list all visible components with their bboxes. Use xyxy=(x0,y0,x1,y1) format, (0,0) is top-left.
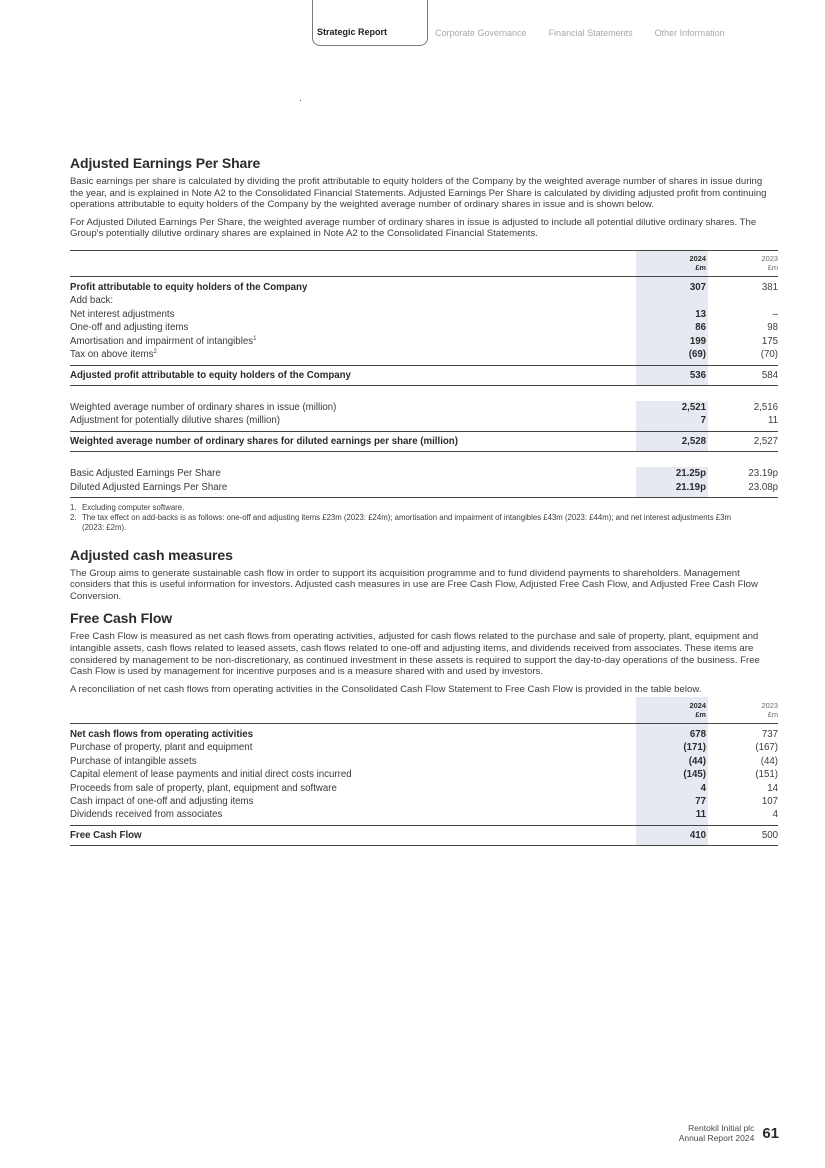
table-row: Diluted Adjusted Earnings Per Share 21.19p 23.08p xyxy=(70,481,778,498)
eps-footnotes xyxy=(70,503,778,532)
table-row: Purchase of intangible assets (44) (44) xyxy=(70,755,778,767)
page-number: 61 xyxy=(762,1124,779,1142)
page-footer xyxy=(679,1123,779,1143)
eps-paragraph-2: For Adjusted Diluted Earnings Per Share, the weighted average number of ordinary shares in issue is adjusted to include all potential dilutive ordinary shares. The Group's potentially dilutive ordinary shares are explained in Note A2 to the Consolidated Financial Statements. xyxy=(70,216,757,240)
company-name: Rentokil Initial plc xyxy=(688,1123,755,1133)
eps-table xyxy=(70,250,778,498)
col-2023-header: 2023 £m xyxy=(708,250,778,276)
table-row: Weighted average number of ordinary shares in issue (million) 2,521 2,516 xyxy=(70,402,778,413)
table-header xyxy=(70,697,778,723)
fcf-table xyxy=(70,697,778,845)
table-row: Cash impact of one-off and adjusting items 77 107 xyxy=(70,795,778,807)
tab-strategic-report[interactable]: Strategic Report xyxy=(312,0,428,46)
table-row: Proceeds from sale of property, plant, equipment and software 4 14 xyxy=(70,782,778,794)
table-row: Net cash flows from operating activities 678 737 xyxy=(70,723,778,741)
table-row: Amortisation and impairment of intangibles$^1$ 199 175 xyxy=(70,335,778,347)
page-content xyxy=(70,155,778,846)
footer-text xyxy=(679,1123,755,1143)
fcf-paragraph-1: Free Cash Flow is measured as net cash flows from operating activities, adjusted for cash flows related to the purchase and sale of property, plant, equipment and intangible assets, cash flows related to leased assets, cash flows related to one-off and adjusting items, and dividends received from associates. These items are considered by management to be non-discretionary, as continued investment in these assets is required to support the day-to-day operations of the business. Free Cash Flow is used by management for incentive purposes and is a measure shared with and used by investors. xyxy=(70,631,760,678)
table-header xyxy=(70,250,778,276)
table-row: Basic Adjusted Earnings Per Share 21.25p 23.19p xyxy=(70,468,778,480)
table-row: Add back: xyxy=(70,294,778,307)
cash-heading: Adjusted cash measures xyxy=(70,546,233,563)
tab-financial-statements[interactable]: Financial Statements xyxy=(548,28,633,38)
col-2023-header: 2023 £m xyxy=(708,697,778,723)
report-name: Annual Report 2024 xyxy=(678,1133,755,1143)
stray-mark xyxy=(300,100,301,101)
table-row: Adjustment for potentially dilutive shares (million) 7 11 xyxy=(70,414,778,431)
table-row: Net interest adjustments 13 – xyxy=(70,308,778,320)
table-row: Profit attributable to equity holders of the Company 307 381 xyxy=(70,276,778,294)
table-total-row: Weighted average number of ordinary shares for diluted earnings per share (million) 2,528 2,527 xyxy=(70,431,778,451)
table-row: Dividends received from associates 11 4 xyxy=(70,808,778,825)
tab-other-information[interactable]: Other Information xyxy=(654,28,725,38)
table-total-row: Adjusted profit attributable to equity holders of the Company 536 584 xyxy=(70,365,778,385)
col-2024-header: 2024 £m xyxy=(636,250,708,276)
fcf-paragraph-2: A reconciliation of net cash flows from operating activities in the Consolidated Cash Flow Statement to Free Cash Flow is provided in the table below. xyxy=(70,683,702,695)
tab-corporate-governance[interactable]: Corporate Governance xyxy=(435,28,527,38)
eps-heading: Adjusted Earnings Per Share xyxy=(70,155,261,171)
fcf-heading: Free Cash Flow xyxy=(70,610,173,627)
table-total-row: Free Cash Flow 410 500 xyxy=(70,825,778,845)
footnote: 2. The tax effect on add-backs is as follows: one-off and adjusting items £23m (2023: £24m); amortisation and impairment of intangibles £43m (2023: £44m); and net interest adjustments £3m (2023: £2m). xyxy=(70,513,731,532)
table-row: Purchase of property, plant and equipment (171) (167) xyxy=(70,742,778,754)
table-row: Capital element of lease payments and initial direct costs incurred (145) (151) xyxy=(70,769,778,781)
section-nav xyxy=(312,0,736,46)
footnote: 1. Excluding computer software. xyxy=(70,503,185,513)
table-row: Tax on above items$^2$ (69) (70) xyxy=(70,348,778,365)
table-row: One-off and adjusting items 86 98 xyxy=(70,322,778,334)
cash-paragraph: The Group aims to generate sustainable cash flow in order to support its acquisition programme and to fund dividend payments to shareholders. Management considers that this is useful information for investors. Adjusted cash measures in use are Free Cash Flow, Adjusted Free Cash Flow, and Adjusted Free Cash Flow Conversion. xyxy=(70,567,758,602)
eps-paragraph-1: Basic earnings per share is calculated by dividing the profit attributable to equity holders of the Company by the weighted average number of shares in issue during the year, and is explained in Note A2 to the Consolidated Financial Statements. Adjusted Earnings Per Share is calculated by dividing adjusted profit from continuing operations attributable to equity holders of the Company by the weighted average number of ordinary shares in issue and is shown below. xyxy=(70,176,767,211)
col-2024-header: 2024 £m xyxy=(636,697,708,723)
